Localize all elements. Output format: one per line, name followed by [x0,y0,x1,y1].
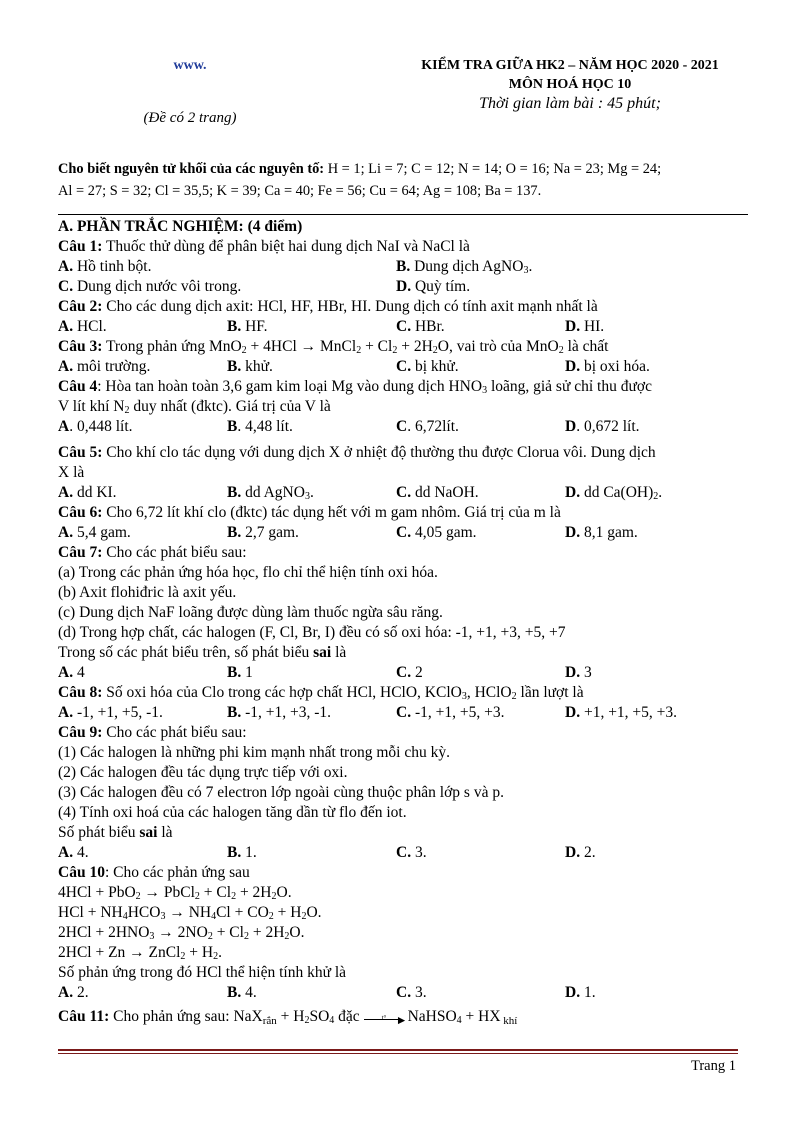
atomic-masses-label: Cho biết nguyên tử khối của các nguyên tố: [58,161,325,177]
option-b[interactable]: B. khử. [227,358,273,375]
question-9-options [58,843,748,863]
question-3-options [58,357,748,377]
question-5-options [58,483,748,503]
question-11: Câu 11: Cho phản ứng sau: $NaX_{rắn} + H_2SO_4$ đặc t° ► NaHSO$_4$ + HX $_{khí}$ [58,1008,518,1028]
arrow-icon: t° ► [364,1011,408,1023]
page-count-note: (Đề có 2 trang) [143,110,237,126]
option-c[interactable]: C. 3. [396,984,427,1001]
option-a[interactable]: A. 4. [58,844,89,861]
reaction-3: $2HCl + 2HNO_3 \to 2NO_2 + Cl_2 + 2H_2O$. [58,924,305,942]
question-6-options [58,523,748,543]
option-b[interactable]: B. 1. [227,844,257,861]
footer-divider [58,1049,738,1051]
question-7-ask: Trong số các phát biểu trên, số phát biểu sai là [58,644,347,661]
question-1 [58,237,748,257]
option-a[interactable]: A. -1, +1, +5, -1. [58,704,163,721]
question-10-ask: Số phản ứng trong đó HCl thể hiện tính khử là [58,964,347,981]
question-3: Câu 3: Trong phản ứng MnO$_2$ + 4HCl → MnCl$_2$ + $Cl_2 + 2H_2O$, vai trò của MnO$_2$ là chất [58,338,609,356]
option-b[interactable]: B. 1 [227,664,253,681]
statement: (c) Dung dịch NaF loãng được dùng làm thuốc ngừa sâu răng. [58,604,443,621]
option-a[interactable]: A. 0,448 lít. [58,418,133,435]
option-d[interactable]: D. +1, +1, +5, +3. [565,704,678,721]
option-a[interactable]: A. dd KI. [58,484,117,501]
section-a-title: A. PHẦN TRẮC NGHIỆM: (4 điểm) [58,218,303,235]
option-a[interactable]: A. Hồ tinh bột. [58,258,152,275]
atomic-masses-line2: Al = 27; S = 32; Cl = 35,5; K = 39; Ca = 40; Fe = 56; Cu = 64; Ag = 108; Ba = 137. [58,183,542,199]
question-4: Câu 4: Hòa tan hoàn toàn 3,6 gam kim loại Mg vào dung dịch $HNO_3$ loãng, giả sử chỉ thu được [58,378,652,396]
exam-subject: MÔN HOÁ HỌC 10 [508,77,632,92]
question-10: Câu 10: Cho các phản ứng sau [58,864,250,881]
option-b[interactable]: B. HF. [227,318,268,335]
option-d[interactable]: D. 3 [565,664,592,681]
option-b[interactable]: B. 4,48 lít. [227,418,293,435]
statement: (d) Trong hợp chất, các halogen (F, Cl, Br, I) đều có số oxi hóa: -1, +1, +3, +5, +7 [58,624,566,641]
option-b[interactable]: B. 4. [227,984,257,1001]
option-b[interactable]: B. Dung dịch AgNO$_3$. [396,258,533,276]
question-10-options [58,983,748,1003]
question-1-options-row2 [58,277,748,297]
footer-divider-thin [58,1053,738,1054]
question-8-options [58,703,748,723]
reaction-4: 2HCl + Zn → ZnCl$_2$ + $H_2$. [58,944,222,962]
question-5-cont: X là [58,464,85,481]
option-d[interactable]: D. Quỳ tím. [396,278,471,295]
option-a[interactable]: A. môi trường. [58,358,151,375]
option-b[interactable]: B. dd AgNO$_3$. [227,484,314,502]
exam-title: KIỂM TRA GIỮA HK2 – NĂM HỌC 2020 - 2021 [421,58,719,73]
statement: (4) Tính oxi hoá của các halogen tăng dần từ flo đến iot. [58,804,407,821]
option-c[interactable]: C. 3. [396,844,427,861]
atomic-masses [58,158,748,202]
option-d[interactable]: D. dd $Ca(OH)_2$. [565,484,663,502]
option-c[interactable]: C. 2 [396,664,423,681]
option-c[interactable]: C. dd NaOH. [396,484,479,501]
option-c[interactable]: C. -1, +1, +5, +3. [396,704,505,721]
question-9: Câu 9: Cho các phát biểu sau: [58,724,247,741]
option-a[interactable]: A. 2. [58,984,89,1001]
question-2: Câu 2: Cho các dung dịch axit: HCl, HF, HBr, HI. Dung dịch có tính axit mạnh nhất là [58,298,598,315]
website-label[interactable]: www. [173,58,207,73]
option-a[interactable]: A. 5,4 gam. [58,524,131,541]
option-c[interactable]: C. 6,72lít. [396,418,459,435]
question-7: Câu 7: Cho các phát biểu sau: [58,544,247,561]
option-d[interactable]: D. HI. [565,318,605,335]
option-b[interactable]: B. 2,7 gam. [227,524,299,541]
reaction-2: HCl + $NH_4HCO_3 \to NH_4Cl + CO_2 + H_2O$. [58,904,322,922]
questions [58,217,748,1027]
option-c[interactable]: C. HBr. [396,318,445,335]
exam-time: Thời gian làm bài : 45 phút; [479,95,661,112]
question-5: Câu 5: Cho khí clo tác dụng với dung dịch X ở nhiệt độ thường thu được Clorua vôi. Dung dịch [58,444,656,461]
option-c[interactable]: C. 4,05 gam. [396,524,477,541]
question-1-options-row1 [58,257,748,277]
option-d[interactable]: D. 8,1 gam. [565,524,638,541]
question-text: Thuốc thử dùng để phân biệt hai dung dịch NaI và NaCl là [102,238,470,255]
atomic-masses-line1: H = 1; Li = 7; C = 12; N = 14; O = 16; Na = 23; Mg = 24; [324,161,662,177]
question-4-cont: V lít khí $N_2$ duy nhất (đktc). Giá trị của V là [58,398,331,416]
statement: (1) Các halogen là những phi kim mạnh nhất trong mỗi chu kỳ. [58,744,450,761]
statement: (a) Trong các phản ứng hóa học, flo chỉ thể hiện tính oxi hóa. [58,564,438,581]
option-d[interactable]: D. 2. [565,844,596,861]
header-divider [58,214,748,215]
question-label: Câu 1: [58,238,103,255]
question-7-options [58,663,748,683]
option-d[interactable]: D. bị oxi hóa. [565,358,650,375]
option-c[interactable]: C. bị khử. [396,358,459,375]
page-number: Trang 1 [691,1058,736,1074]
option-d[interactable]: D. 1. [565,984,596,1001]
reaction-1: 4HCl + PbO$_2$ → PbCl$_2$ + $Cl_2 + 2H_2O$. [58,884,292,902]
statement: (3) Các halogen đều có 7 electron lớp ngoài cùng thuộc phân lớp s và p. [58,784,504,801]
option-b[interactable]: B. -1, +1, +3, -1. [227,704,332,721]
statement: (2) Các halogen đều tác dụng trực tiếp với oxi. [58,764,348,781]
option-a[interactable]: A. 4 [58,664,85,681]
option-c[interactable]: C. Dung dịch nước vôi trong. [58,278,242,295]
statement: (b) Axit flohiđric là axit yếu. [58,584,237,601]
option-d[interactable]: D. 0,672 lít. [565,418,640,435]
question-4-options [58,417,748,437]
question-2-options [58,317,748,337]
question-6: Câu 6: Cho 6,72 lít khí clo (đktc) tác dụng hết với m gam nhôm. Giá trị của m là [58,504,561,521]
option-a[interactable]: A. HCl. [58,318,107,335]
question-9-ask: Số phát biểu sai là [58,824,173,841]
question-8: Câu 8: Số oxi hóa của Clo trong các hợp chất HCl, HClO, KClO$_3$, HClO$_2$ lần lượt là [58,684,584,702]
